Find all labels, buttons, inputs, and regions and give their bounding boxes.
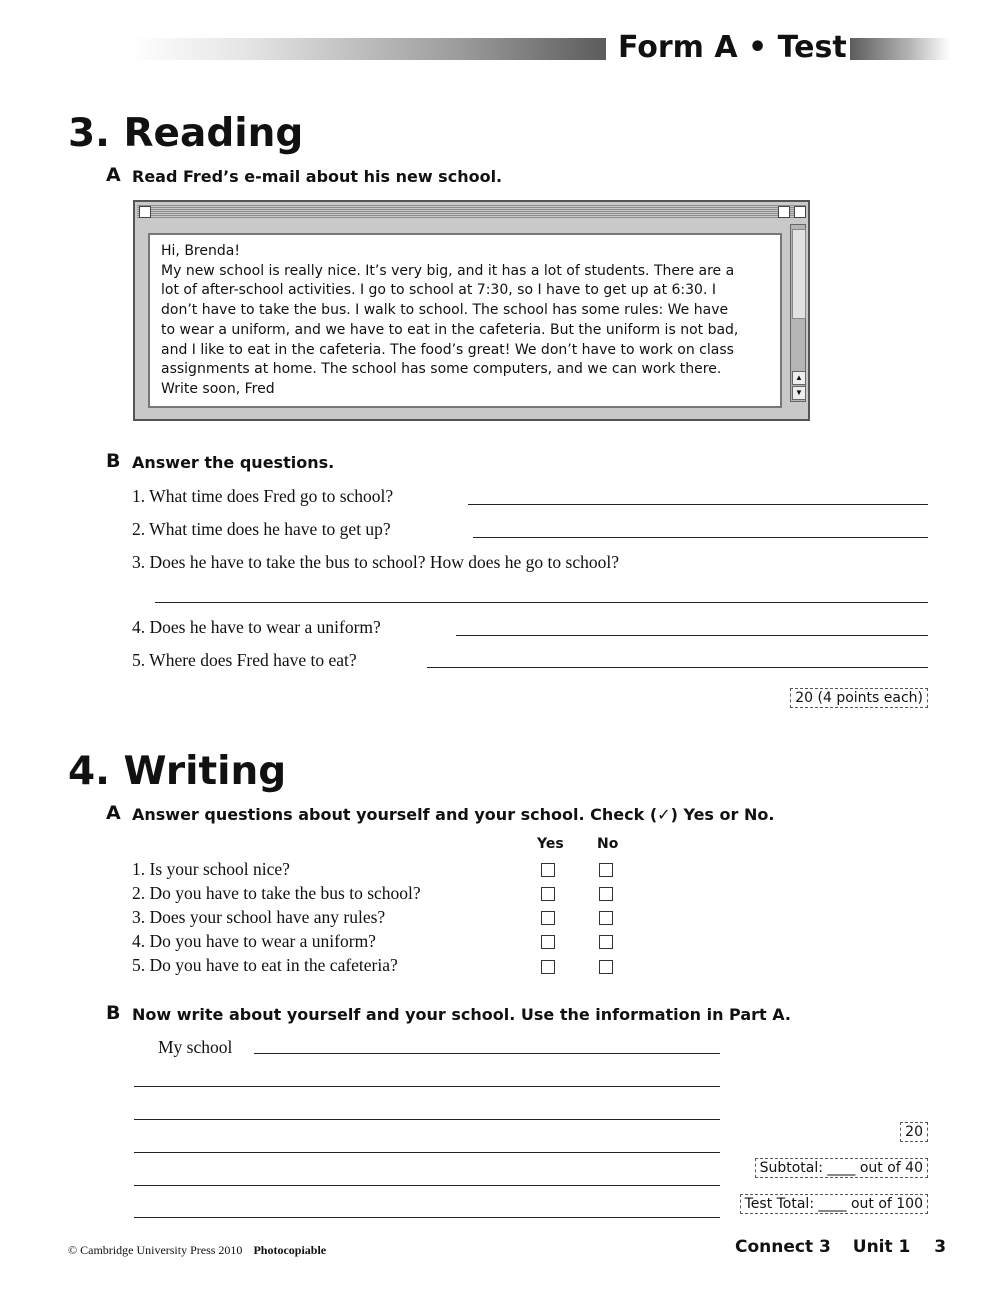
answer-line-1[interactable] <box>468 504 928 505</box>
yes-checkbox-5[interactable] <box>541 960 555 974</box>
yes-checkbox-4[interactable] <box>541 935 555 949</box>
footer-page-number: 3 <box>934 1237 947 1257</box>
footer-book-title: Connect 3 <box>735 1237 831 1257</box>
writing-part-b-instruction: Now write about yourself and your school. Use the information in Part A. <box>132 1005 791 1024</box>
writing-part-b-letter: B <box>106 1002 121 1024</box>
scroll-down-arrow-icon[interactable]: ▼ <box>792 386 806 400</box>
scrollbar-thumb[interactable] <box>792 229 806 319</box>
writing-question-3: 3. Does your school have any rules? <box>132 907 386 927</box>
writing-question-4: 4. Do you have to wear a uniform? <box>132 931 376 951</box>
copyright-text: © Cambridge University Press 2010 <box>68 1243 243 1257</box>
reading-question-2: 2. What time does he have to get up? <box>132 519 391 539</box>
writing-points-box: 20 <box>900 1122 928 1142</box>
writing-line-6[interactable] <box>134 1217 720 1218</box>
window-close-icon[interactable] <box>139 206 151 218</box>
no-checkbox-4[interactable] <box>599 935 613 949</box>
writing-line-1[interactable] <box>254 1053 720 1054</box>
writing-line-4[interactable] <box>134 1152 720 1153</box>
yes-checkbox-1[interactable] <box>541 863 555 877</box>
reading-section-title: 3. Reading <box>68 111 304 156</box>
yes-checkbox-2[interactable] <box>541 887 555 901</box>
scroll-up-arrow-icon[interactable]: ▲ <box>792 371 806 385</box>
yes-column-header: Yes <box>537 836 564 852</box>
window-resize-icon[interactable] <box>778 206 790 218</box>
reading-points-box: 20 (4 points each) <box>790 688 928 708</box>
footer-book-info <box>735 1237 946 1257</box>
writing-part-a-letter: A <box>106 802 121 824</box>
header-gradient-bar-left <box>130 38 606 60</box>
email-window-titlebar <box>137 204 806 218</box>
header-gradient-bar-right <box>850 38 950 60</box>
reading-part-b-instruction: Answer the questions. <box>132 453 335 472</box>
reading-question-1: 1. What time does Fred go to school? <box>132 486 394 506</box>
reading-question-5: 5. Where does Fred have to eat? <box>132 650 357 670</box>
writing-question-5: 5. Do you have to eat in the cafeteria? <box>132 955 398 975</box>
photocopiable-label: Photocopiable <box>253 1243 327 1257</box>
answer-line-4[interactable] <box>456 635 928 636</box>
no-checkbox-2[interactable] <box>599 887 613 901</box>
no-checkbox-3[interactable] <box>599 911 613 925</box>
writing-question-1: 1. Is your school nice? <box>132 859 290 879</box>
reading-part-a-letter: A <box>106 164 121 186</box>
reading-question-4: 4. Does he have to wear a uniform? <box>132 617 381 637</box>
email-scrollbar[interactable] <box>790 224 806 402</box>
answer-line-3[interactable] <box>155 602 928 603</box>
window-zoom-icon[interactable] <box>794 206 806 218</box>
writing-section-title: 4. Writing <box>68 749 287 794</box>
reading-part-b-letter: B <box>106 450 121 472</box>
writing-question-2: 2. Do you have to take the bus to school? <box>132 883 421 903</box>
writing-starter-text: My school <box>158 1037 233 1057</box>
email-message-text: Hi, Brenda! My new school is really nice. It’s very big, and it has a lot of students. There are a lot of after-school activities. I go to school at 7:30, so I have to get up at 6:30. I don’t have to take the bus. I walk to school. The school has some rules: We have to wear a uniform, and we have to eat in the cafeteria. But the uniform is not bad, and I like to eat in the cafeteria. The food’s great! We don’t have to work on class assignments at home. The school has some computers, and we can work there. Write soon, Fred <box>161 243 739 397</box>
yes-checkbox-3[interactable] <box>541 911 555 925</box>
page-header-title: Form A • Test <box>618 30 847 65</box>
subtotal-box: Subtotal: ____ out of 40 <box>755 1158 928 1178</box>
reading-question-3: 3. Does he have to take the bus to school? How does he go to school? <box>132 552 619 572</box>
answer-line-5[interactable] <box>427 667 928 668</box>
writing-line-5[interactable] <box>134 1185 720 1186</box>
no-column-header: No <box>597 836 619 852</box>
writing-line-2[interactable] <box>134 1086 720 1087</box>
no-checkbox-5[interactable] <box>599 960 613 974</box>
test-total-box: Test Total: ____ out of 100 <box>740 1194 928 1214</box>
reading-part-a-instruction: Read Fred’s e-mail about his new school. <box>132 167 503 186</box>
writing-part-a-instruction: Answer questions about yourself and your school. Check (✓) Yes or No. <box>132 805 775 824</box>
answer-line-2[interactable] <box>473 537 928 538</box>
footer-unit: Unit 1 <box>852 1237 911 1257</box>
footer-copyright <box>68 1243 326 1258</box>
writing-line-3[interactable] <box>134 1119 720 1120</box>
no-checkbox-1[interactable] <box>599 863 613 877</box>
